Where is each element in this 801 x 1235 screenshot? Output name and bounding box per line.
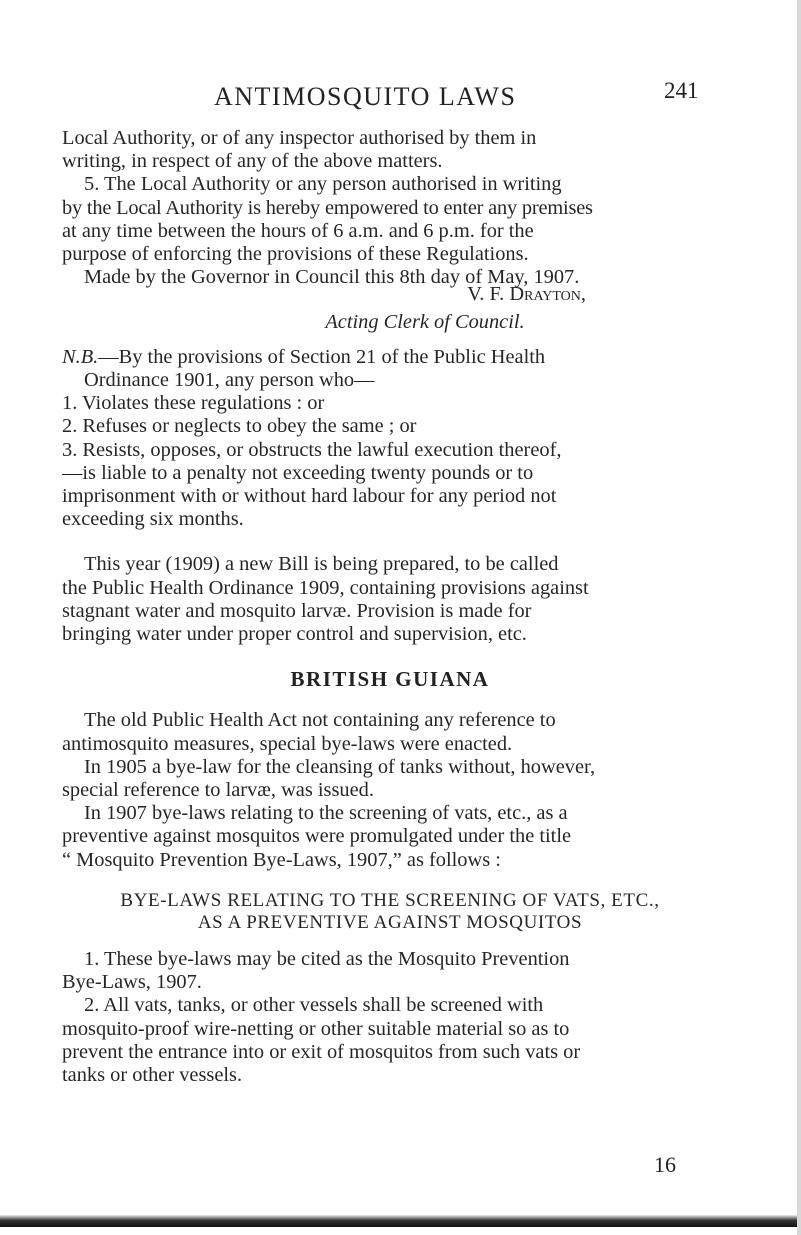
heading-line: AS A PREVENTIVE AGAINST MOSQUITOS: [197, 911, 583, 933]
section-paragraph: [62, 802, 718, 872]
page-number: 241: [664, 78, 699, 103]
text-line: the Public Health Ordinance 1909, containing provisions against: [62, 576, 589, 599]
page-bottom-edge: [0, 1215, 801, 1227]
section-paragraph: [62, 756, 718, 802]
regulations-continued: [62, 127, 718, 289]
heading-line: BYE-LAWS RELATING TO THE SCREENING OF VATS, ETC.,: [120, 889, 660, 911]
text-line: In 1905 a bye-law for the cleansing of tanks without, however,: [84, 755, 596, 778]
text-line: This year (1909) a new Bill is being prepared, to be called: [84, 553, 559, 576]
page-header: [0, 78, 801, 112]
text-line: The old Public Health Act not containing any reference to: [84, 709, 556, 732]
running-title: ANTIMOSQUITO LAWS: [214, 82, 517, 111]
text-line: preventive against mosquitos were promulgated under the title: [62, 825, 572, 848]
text-line: purpose of enforcing the provisions of these Regulations.: [62, 243, 529, 266]
text-line: “ Mosquito Prevention Bye-Laws, 1907,” as follows :: [62, 848, 501, 871]
text-line: exceeding six months.: [62, 508, 244, 531]
spacer: [62, 872, 718, 890]
text-line: Bye-Laws, 1907.: [62, 971, 202, 994]
text-line: stagnant water and mosquito larvæ. Provision is made for: [62, 599, 532, 622]
text-line: imprisonment with or without hard labour for any period not: [62, 485, 557, 508]
spacer: [62, 531, 718, 553]
list-item: 3. Resists, opposes, or obstructs the lawful execution thereof,: [62, 438, 562, 461]
list-item: 2. Refuses or neglects to obey the same ; or: [62, 415, 417, 438]
section-heading: BRITISH GUIANA: [290, 667, 490, 692]
list-item: 1. Violates these regulations : or: [62, 392, 325, 415]
text-line: In 1907 bye-laws relating to the screening of vats, etc., as a: [84, 802, 568, 825]
text-line: —is liable to a penalty not exceeding twenty pounds or to: [62, 461, 534, 484]
section-paragraph: [62, 709, 718, 755]
nota-bene: [62, 346, 718, 532]
signature-name: V. F. Drayton,: [467, 283, 586, 306]
text-line: bringing water under proper control and supervision, etc.: [62, 623, 527, 646]
body-text: [62, 127, 718, 1087]
text-line: writing, in respect of any of the above matters.: [62, 150, 443, 173]
text-line: special reference to larvæ, was issued.: [62, 779, 374, 802]
bye-laws-heading: [62, 890, 718, 934]
text-line: 2. All vats, tanks, or other vessels shall be screened with: [84, 994, 544, 1017]
text-line: tanks or other vessels.: [62, 1063, 243, 1086]
new-bill-paragraph: [62, 553, 718, 646]
text-line: Local Authority, or of any inspector authorised by them in: [62, 127, 537, 149]
text-line: at any time between the hours of 6 a.m. and 6 p.m. for the: [62, 219, 534, 242]
signature-title: Acting Clerk of Council.: [325, 310, 525, 333]
bye-law-clause: [62, 948, 718, 994]
text-line: mosquito-proof wire-netting or other suitable material so as to: [62, 1017, 570, 1040]
bye-law-clause: [62, 994, 718, 1087]
spacer: [62, 646, 718, 668]
text-line: prevent the entrance into or exit of mosquitos from such vats or: [62, 1040, 581, 1063]
text-line: by the Local Authority is hereby empowered to enter any premises: [62, 196, 593, 219]
text-line: Ordinance 1901, any person who—: [84, 369, 375, 392]
text-span: —By the provisions of Section 21 of the Public Health: [98, 345, 546, 368]
page-right-edge: [797, 0, 801, 1235]
text-line: antimosquito measures, special bye-laws were enacted.: [62, 732, 513, 755]
text-line: 1. These bye-laws may be cited as the Mosquito Prevention: [84, 947, 570, 970]
regulation-5-line: 5. The Local Authority or any person authorised in writing: [84, 173, 562, 196]
nota-bene-first-line: [62, 346, 718, 369]
made-by-line: Made by the Governor in Council this 8th day of May, 1907.: [84, 266, 580, 289]
nota-bene-lead: N.B.: [62, 345, 99, 368]
offence-list: [62, 392, 718, 462]
signature-mark: 16: [654, 1152, 676, 1177]
